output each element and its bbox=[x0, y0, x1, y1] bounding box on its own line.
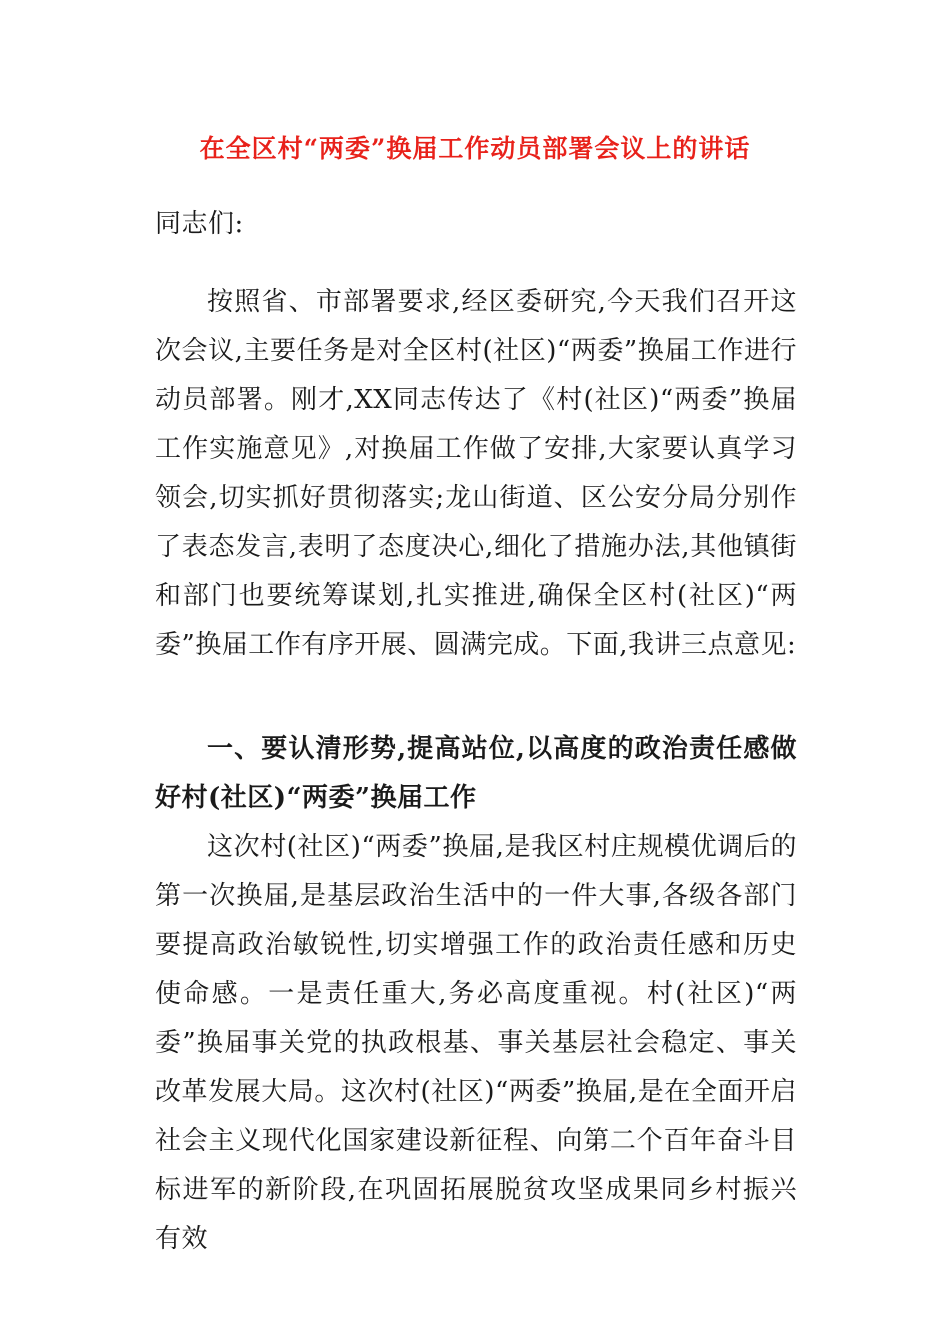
paragraph-intro: 按照省、市部署要求,经区委研究,今天我们召开这次会议,主要任务是对全区村(社区)“两委”换届工作进行动员部署。刚才,XX同志传达了《村(社区)“两委”换届工作实施意见》,对换届工作做了安排,大家要认真学习领会,切实抓好贯彻落实;龙山街道、区公安分局分别作了表态发言,表明了态度决心,细化了措施办法,其他镇街和部门也要统筹谋划,扎实推进,确保全区村(社区)“两委”换届工作有序开展、圆满完成。下面,我讲三点意见: bbox=[155, 287, 797, 660]
paragraph-section-1: 这次村(社区)“两委”换届,是我区村庄规模优调后的第一次换届,是基层政治生活中的一件大事,各级各部门要提高政治敏锐性,切实增强工作的政治责任感和历史使命感。一是责任重大,务必高度重视。村(社区)“两委”换届事关党的执政根基、事关基层社会稳定、事关改革发展大局。这次村(社区)“两委”换届,是在全面开启社会主义现代化国家建设新征程、向第二个百年奋斗目标进军的新阶段,在巩固拓展脱贫攻坚成果同乡村振兴有效 bbox=[155, 832, 797, 1254]
document-title: 在全区村“两委”换届工作动员部署会议上的讲话 bbox=[199, 134, 751, 163]
salutation: 同志们: bbox=[155, 209, 244, 239]
section-heading-1: 一、要认清形势,提高站位,以高度的政治责任感做好村(社区)“两委”换届工作 bbox=[155, 734, 797, 813]
